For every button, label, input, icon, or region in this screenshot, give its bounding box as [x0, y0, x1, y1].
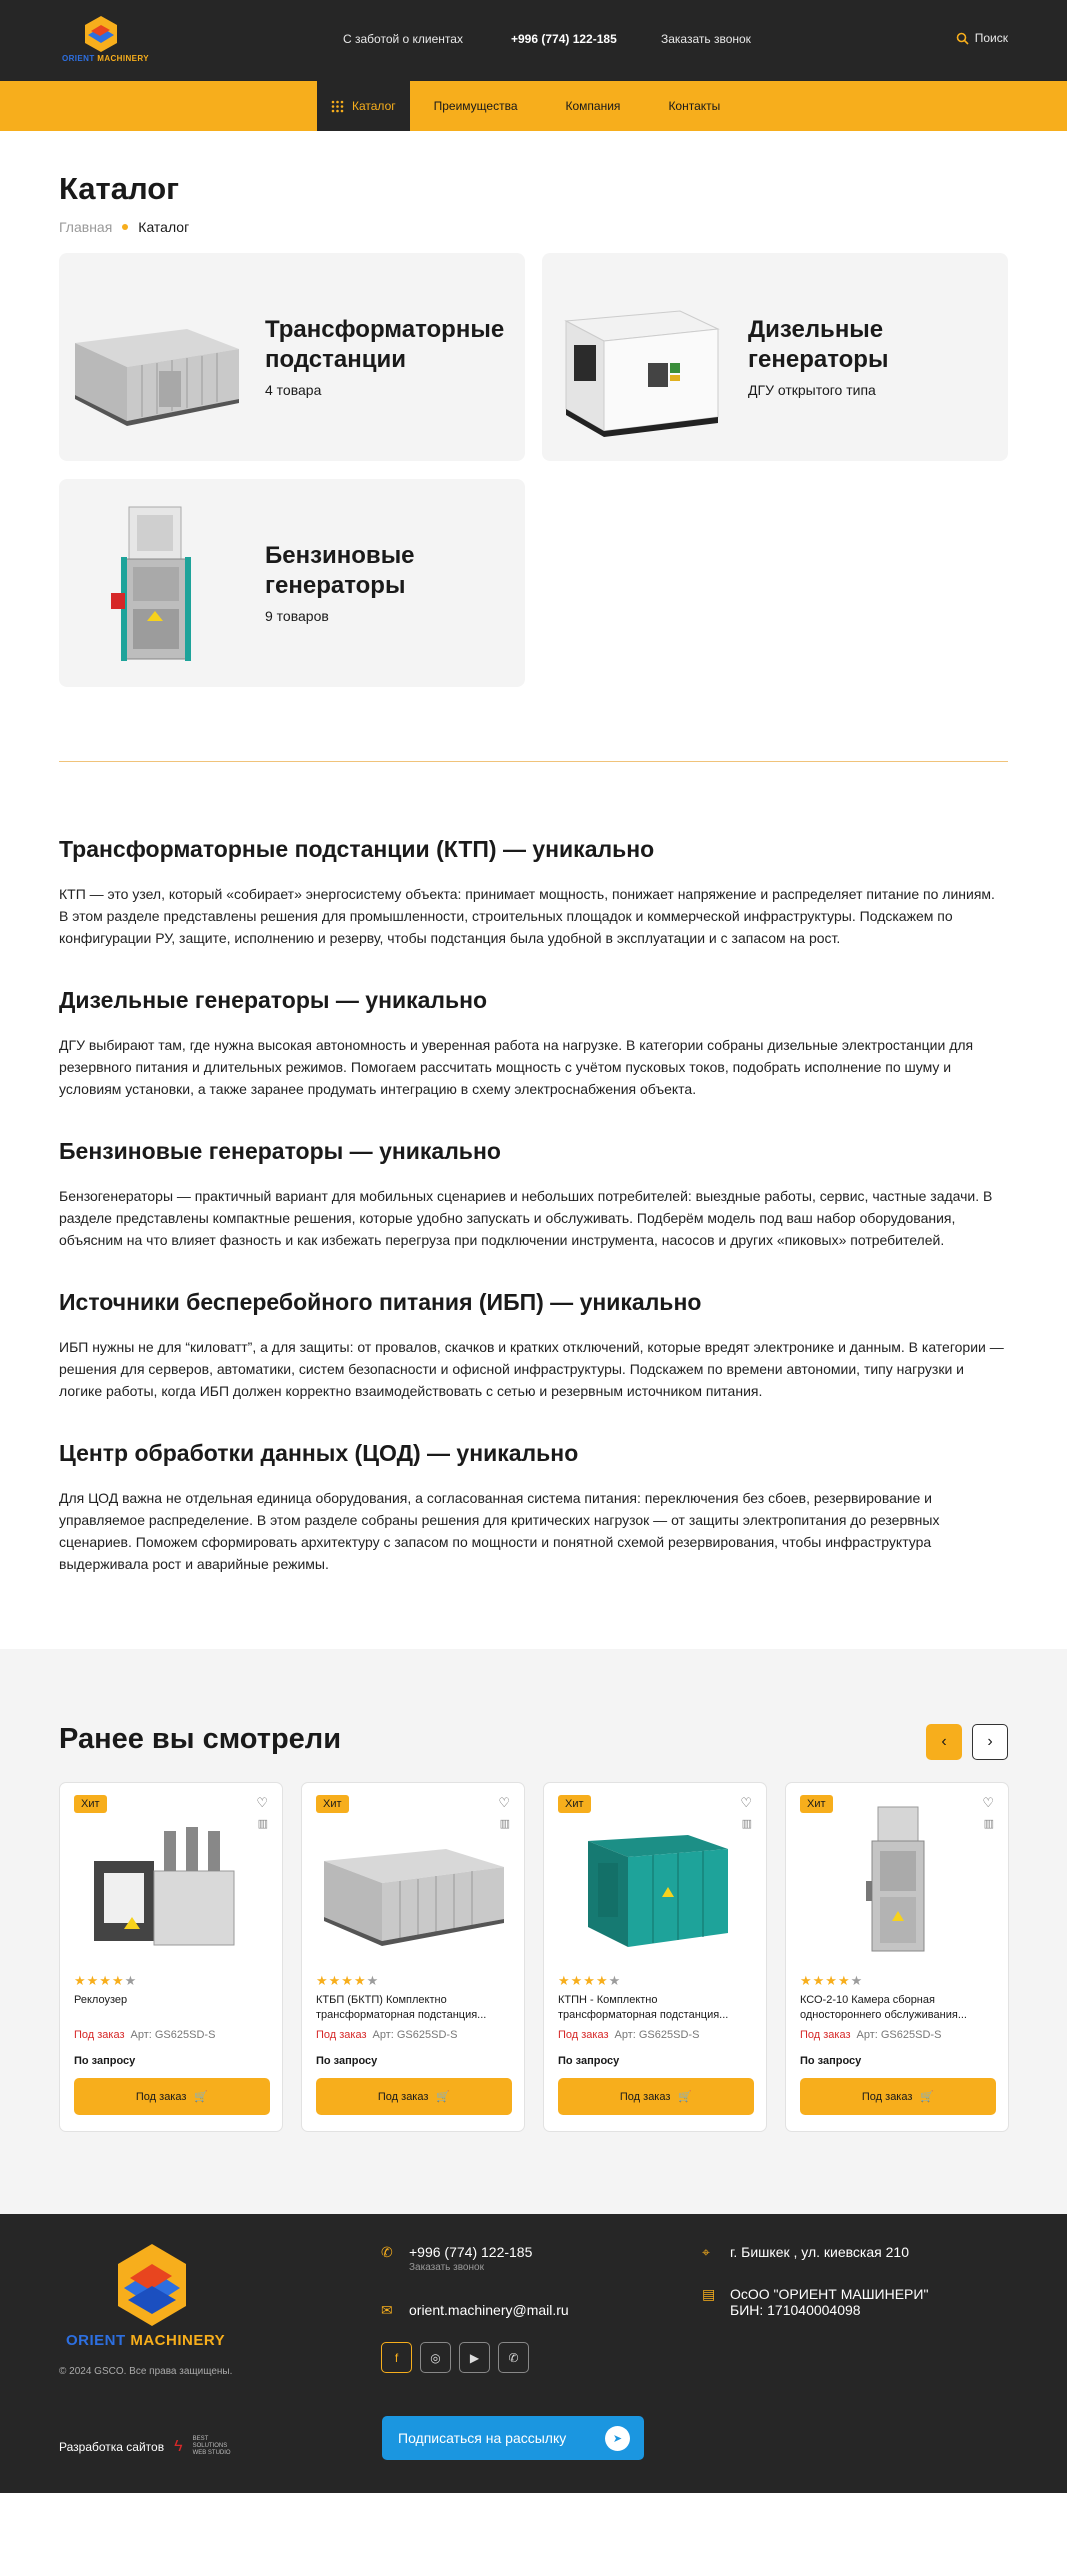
seo-block [59, 1440, 1008, 1575]
seo-block [59, 987, 1008, 1100]
hit-badge: Хит [558, 1795, 591, 1813]
category-title: Трансформаторные подстанции 4 товара [265, 315, 510, 399]
youtube-icon[interactable]: ▶ [459, 2342, 490, 2373]
whatsapp-icon[interactable]: ✆ [498, 2342, 529, 2373]
category-count: 4 товара [265, 382, 322, 398]
logo-mark-icon [116, 2244, 188, 2326]
product-name[interactable]: КТБП (БКТП) Комплектно трансформаторная подстанция... [316, 1994, 487, 2021]
category-count: ДГУ открытого типа [748, 382, 876, 398]
menu-item-company[interactable]: Компания [565, 99, 621, 113]
location-pin-icon: ⌖ [702, 2244, 710, 2260]
subscribe-button[interactable]: Подписаться на рассылку ➤ [382, 2416, 644, 2460]
seo-block [59, 1289, 1008, 1402]
document-icon: ▤ [702, 2286, 716, 2302]
product-article: Арт: GS625SD-S [130, 2029, 216, 2041]
order-button[interactable]: Под заказ 🛒 [558, 2078, 754, 2115]
heart-icon[interactable]: ♡ [256, 1795, 268, 1810]
footer: ORIENT MACHINERY © 2024 GSCO. Все права защищены. ✆ +996 (774) 122-185 Заказать звонок ✉ orient.machinery@mail.ru f ◎ ▶ ✆ ⌖ г. Бишкек , ул. киевская 210 ▤ ОсОО "ОРИЕНТ МАШИНЕРИ" БИН: 171040004098 Разработка сайтов ϟ BEST SOLUTIONS WEB STUDIO Подписаться на рассылку ➤ [0, 2214, 1067, 2493]
status-badge: Под заказ [558, 2029, 609, 2041]
product-carousel [59, 1782, 1009, 2132]
phone-icon: ✆ [381, 2244, 393, 2260]
rating-stars: ★★★★★ [558, 1973, 622, 1988]
heart-icon[interactable]: ♡ [982, 1795, 994, 1810]
product-meta [316, 2029, 457, 2041]
kso-image [800, 1801, 996, 1959]
seo-heading: Источники бесперебойного питания (ИБП) — уникально [59, 1289, 702, 1315]
header-phone[interactable]: +996 (774) 122-185 [511, 32, 617, 46]
ktpn-image [558, 1801, 754, 1959]
carousel-next-button[interactable] [972, 1724, 1008, 1760]
heart-icon[interactable]: ♡ [498, 1795, 510, 1810]
cart-icon: 🛒 [194, 2091, 209, 2103]
product-meta [800, 2029, 941, 2041]
developer-credit[interactable]: Разработка сайтов ϟ BEST SOLUTIONS WEB STUDIO [59, 2436, 231, 2456]
section-divider [59, 761, 1008, 762]
studio-logo-icon: ϟ [174, 2437, 183, 2455]
substation-image [67, 271, 247, 443]
cart-icon: 🛒 [678, 2091, 693, 2103]
carousel-prev-button[interactable] [926, 1724, 962, 1760]
product-meta [74, 2029, 215, 2041]
mail-icon: ✉ [381, 2302, 393, 2318]
switchgear-image [67, 497, 247, 669]
heart-icon[interactable]: ♡ [740, 1795, 752, 1810]
footer-company: ▤ ОсОО "ОРИЕНТ МАШИНЕРИ" БИН: 171040004098 [702, 2286, 929, 2318]
compare-icon[interactable]: ▥ [257, 1818, 268, 1830]
product-meta [558, 2029, 699, 2041]
seo-block [59, 1138, 1008, 1251]
product-card[interactable] [543, 1782, 767, 2132]
hit-badge: Хит [316, 1795, 349, 1813]
category-count: 9 товаров [265, 608, 329, 624]
product-name[interactable]: КСО-2-10 Камера сборная одностороннего обслуживания... [800, 1994, 967, 2021]
callback-link[interactable]: Заказать звонок [409, 2262, 484, 2273]
facebook-icon[interactable]: f [381, 2342, 412, 2373]
seo-block [59, 836, 1008, 949]
product-price: По запросу [558, 2055, 620, 2067]
rating-stars: ★★★★★ [74, 1973, 138, 1988]
product-name[interactable]: Реклоузер [74, 1994, 128, 2006]
footer-address: ⌖ г. Бишкек , ул. киевская 210 [702, 2244, 909, 2260]
breadcrumb-home[interactable]: Главная [59, 219, 113, 235]
status-badge: Под заказ [316, 2029, 367, 2041]
callback-link[interactable]: Заказать звонок [661, 32, 751, 46]
product-price: По запросу [800, 2055, 862, 2067]
social-links [381, 2342, 529, 2373]
seo-paragraph: ИБП нужны не для “киловатт”, а для защиты: от провалов, скачков и кратких отключений, которые вредят электронике и данным. В категории — решения для серверов, автоматики, систем безопасности и офисной инфраструктуры. Подскажем по времени автономии, типу нагрузки и логике работы, когда ИБП должен корректно взаимодействовать с сетью и резервным источником питания. [59, 1339, 1004, 1399]
seo-paragraph: ДГУ выбирают там, где нужна высокая автономность и уверенная работа на нагрузке. В категории собраны дизельные электростанции для резервного питания и длительных режимов. Помогаем рассчитать мощность с учётом пусковых токов, подобрать исполнение по шуму и условиям установки, а также заранее продумать интеграцию в схему электроснабжения объекта. [59, 1037, 974, 1097]
cart-icon: 🛒 [920, 2091, 935, 2103]
seo-heading: Трансформаторные подстанции (КТП) — уникально [59, 836, 655, 862]
order-button[interactable]: Под заказ 🛒 [800, 2078, 996, 2115]
search-icon [956, 32, 969, 45]
footer-phone[interactable]: ✆ +996 (774) 122-185 Заказать звонок [381, 2244, 533, 2273]
hit-badge: Хит [74, 1795, 107, 1813]
seo-heading: Бензиновые генераторы — уникально [59, 1138, 501, 1164]
grid-icon [331, 100, 344, 113]
footer-email[interactable]: ✉ orient.machinery@mail.ru [381, 2302, 569, 2318]
menu-item-advantages[interactable]: Преимущества [433, 99, 518, 113]
logo-mark-icon [84, 16, 118, 52]
chevron-left-icon: ‹ [941, 1733, 947, 1750]
seo-paragraph: КТП — это узел, который «собирает» энергосистему объекта: принимает мощность, понижает напряжение и распределяет питание по линиям. В этом разделе представлены решения для промышленности, строительных площадок и коммерческой инфраструктуры. Подскажем по конфигурации РУ, защите, исполнению и резерву, чтобы подстанция была удобной в эксплуатации и с запасом на рост. [59, 886, 995, 946]
chevron-right-icon: › [987, 1733, 993, 1750]
product-price: По запросу [316, 2055, 378, 2067]
rating-stars: ★★★★★ [800, 1973, 864, 1988]
order-button[interactable]: Под заказ 🛒 [74, 2078, 270, 2115]
order-button[interactable]: Под заказ 🛒 [316, 2078, 512, 2115]
product-name[interactable]: КТПН - Комплектно трансформаторная подстанция... [558, 1994, 729, 2021]
status-badge: Под заказ [800, 2029, 851, 2041]
carousel-controls [926, 1724, 1008, 1760]
breadcrumb [59, 219, 1008, 235]
product-card[interactable] [59, 1782, 283, 2132]
seo-text-section [59, 836, 1008, 1575]
page-title: Каталог [59, 171, 180, 206]
cart-icon: 🛒 [436, 2091, 451, 2103]
product-price: По запросу [74, 2055, 136, 2067]
product-article: Арт: GS625SD-S [856, 2029, 942, 2041]
product-card[interactable] [785, 1782, 1009, 2132]
top-bar [0, 0, 1067, 81]
header-logo[interactable]: ORIENT MACHINERY [62, 16, 144, 66]
seo-paragraph: Бензогенераторы — практичный вариант для мобильных сценариев и небольших потребителей: выездные работы, сервис, частные задачи. В разделе представлены компактные решения, которые удобно запускать и обслуживать. Подберём модель под ваш набор оборудования, объясним на что влияет фазность и как избежать перегруза при подключении инструмента, насосов и других «пиковых» потребителей. [59, 1188, 993, 1248]
category-card-diesel[interactable] [542, 253, 1008, 461]
compare-icon[interactable]: ▥ [741, 1818, 752, 1830]
section-title: Ранее вы смотрели [59, 1723, 342, 1755]
breadcrumb-current: Каталог [138, 219, 190, 235]
product-card[interactable] [301, 1782, 525, 2132]
seo-heading: Центр обработки данных (ЦОД) — уникально [59, 1440, 579, 1466]
nav-customer-care[interactable]: С заботой о клиентах [343, 32, 463, 46]
copyright: © 2024 GSCO. Все права защищены. [59, 2366, 233, 2377]
category-grid [59, 253, 1008, 687]
category-card-substations[interactable] [59, 253, 525, 461]
main-menu [0, 81, 1067, 131]
category-title: Дизельные генераторы ДГУ открытого типа [748, 315, 993, 399]
breadcrumb-separator [122, 224, 128, 230]
product-article: Арт: GS625SD-S [614, 2029, 700, 2041]
instagram-icon[interactable]: ◎ [420, 2342, 451, 2373]
seo-heading: Дизельные генераторы — уникально [59, 987, 488, 1013]
status-badge: Под заказ [74, 2029, 125, 2041]
telegram-icon: ➤ [605, 2426, 630, 2451]
recently-viewed-section [0, 1649, 1067, 2214]
compare-icon[interactable]: ▥ [983, 1818, 994, 1830]
seo-paragraph: Для ЦОД важна не отдельная единица оборудования, а согласованная система питания: переключения без сбоев, резервирование и управляемое распределение. В этом разделе собраны решения для критических нагрузок — от защиты электропитания до резервных сценариев. Поможем сформировать архитектуру с запасом по мощности и понятной схемой резервирования, чтобы инфраструктура выдерживала рост и аварийные режимы. [59, 1490, 940, 1572]
hit-badge: Хит [800, 1795, 833, 1813]
product-article: Арт: GS625SD-S [372, 2029, 458, 2041]
menu-item-contacts[interactable]: Контакты [668, 99, 721, 113]
ktbp-image [316, 1801, 512, 1959]
menu-item-catalog[interactable]: Каталог [317, 81, 410, 131]
search-label: Поиск [974, 31, 1008, 45]
recloser-image [74, 1801, 270, 1959]
category-card-petrol[interactable] [59, 479, 525, 687]
compare-icon[interactable]: ▥ [499, 1818, 510, 1830]
rating-stars: ★★★★★ [316, 1973, 380, 1988]
category-title: Бензиновые генераторы 9 товаров [265, 541, 510, 625]
diesel-generator-image [550, 271, 730, 443]
search-button[interactable] [956, 31, 1008, 45]
